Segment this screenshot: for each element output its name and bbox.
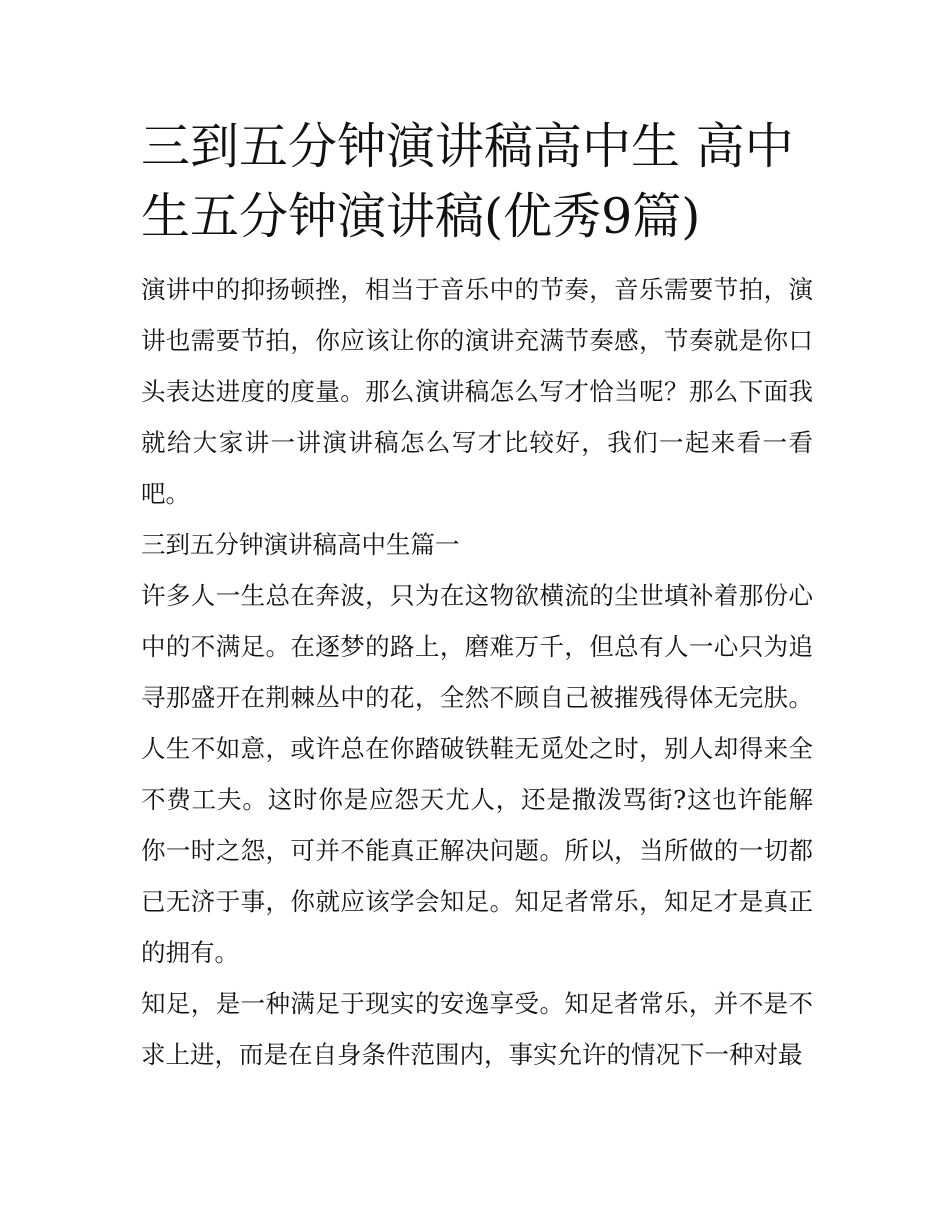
intro-paragraph: 演讲中的抑扬顿挫，相当于音乐中的节奏，音乐需要节拍，演讲也需要节拍，你应该让你的演讲充满节奏感，节奏就是你口头表达进度的度量。那么演讲稿怎么写才恰当呢？那么下面我就给大家讲一讲演讲稿怎么写才比较好，我们一起来看一看吧。 [141,275,813,508]
body-paragraph-2: 知足，是一种满足于现实的安逸享受。知足者常乐，并不是不求上进，而是在自身条件范围内，事实允许的情况下一种对最 [141,989,813,1069]
document-page [141,112,813,1080]
body-paragraph-1: 许多人一生总在奔波，只为在这物欲横流的尘世填补着那份心中的不满足。在逐梦的路上，磨难万千，但总有人一心只为追寻那盛开在荆棘丛中的花，全然不顾自己被摧残得体无完肤。人生不如意，或许总在你踏破铁鞋无觅处之时，别人却得来全不费工夫。这时你是应怨天尤人，还是撒泼骂街?这也许能解你一时之怨，可并不能真正解决问题。所以，当所做的一切都已无济于事，你就应该学会知足。知足者常乐，知足才是真正的拥有。 [141,581,813,967]
section-heading: 三到五分钟演讲稿高中生篇一 [141,530,460,559]
document-title: 三到五分钟演讲稿高中生 高中生五分钟演讲稿(优秀9篇) [141,118,794,245]
